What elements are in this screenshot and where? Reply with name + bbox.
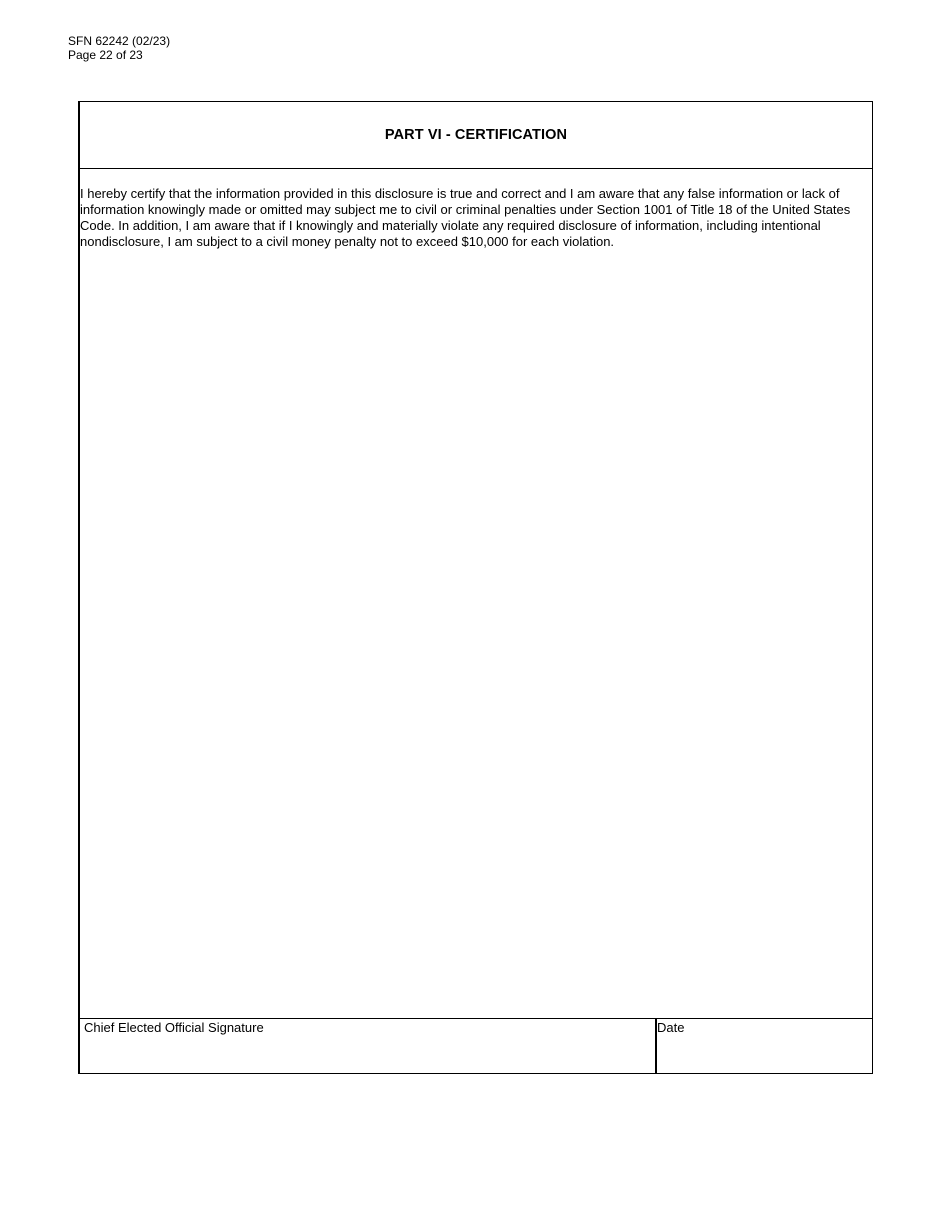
page-number: Page 22 of 23	[68, 48, 143, 62]
signature-label: Chief Elected Official Signature	[84, 1020, 264, 1035]
certification-form-box	[78, 101, 873, 1074]
section-title: PART VI - CERTIFICATION	[384, 127, 568, 143]
signature-row	[80, 1018, 872, 1074]
signature-field[interactable]	[80, 1019, 657, 1074]
date-field[interactable]	[657, 1019, 872, 1074]
certification-statement: I hereby certify that the information provided in this disclosure is true and correct and I am aware that any false information or lack of information knowingly made or omitted may subject me to civil or criminal penalties under Section 1001 of Title 18 of the United States Code. In addition, I am aware that if I knowingly and materially violate any required disclosure of information, including intentional nondisclosure, I am subject to a civil money penalty not to exceed $10,000 for each violation.	[80, 186, 851, 249]
date-label: Date	[657, 1020, 685, 1035]
form-number: SFN 62242 (02/23)	[68, 34, 171, 48]
form-header	[68, 34, 170, 62]
section-title-row	[80, 102, 872, 169]
